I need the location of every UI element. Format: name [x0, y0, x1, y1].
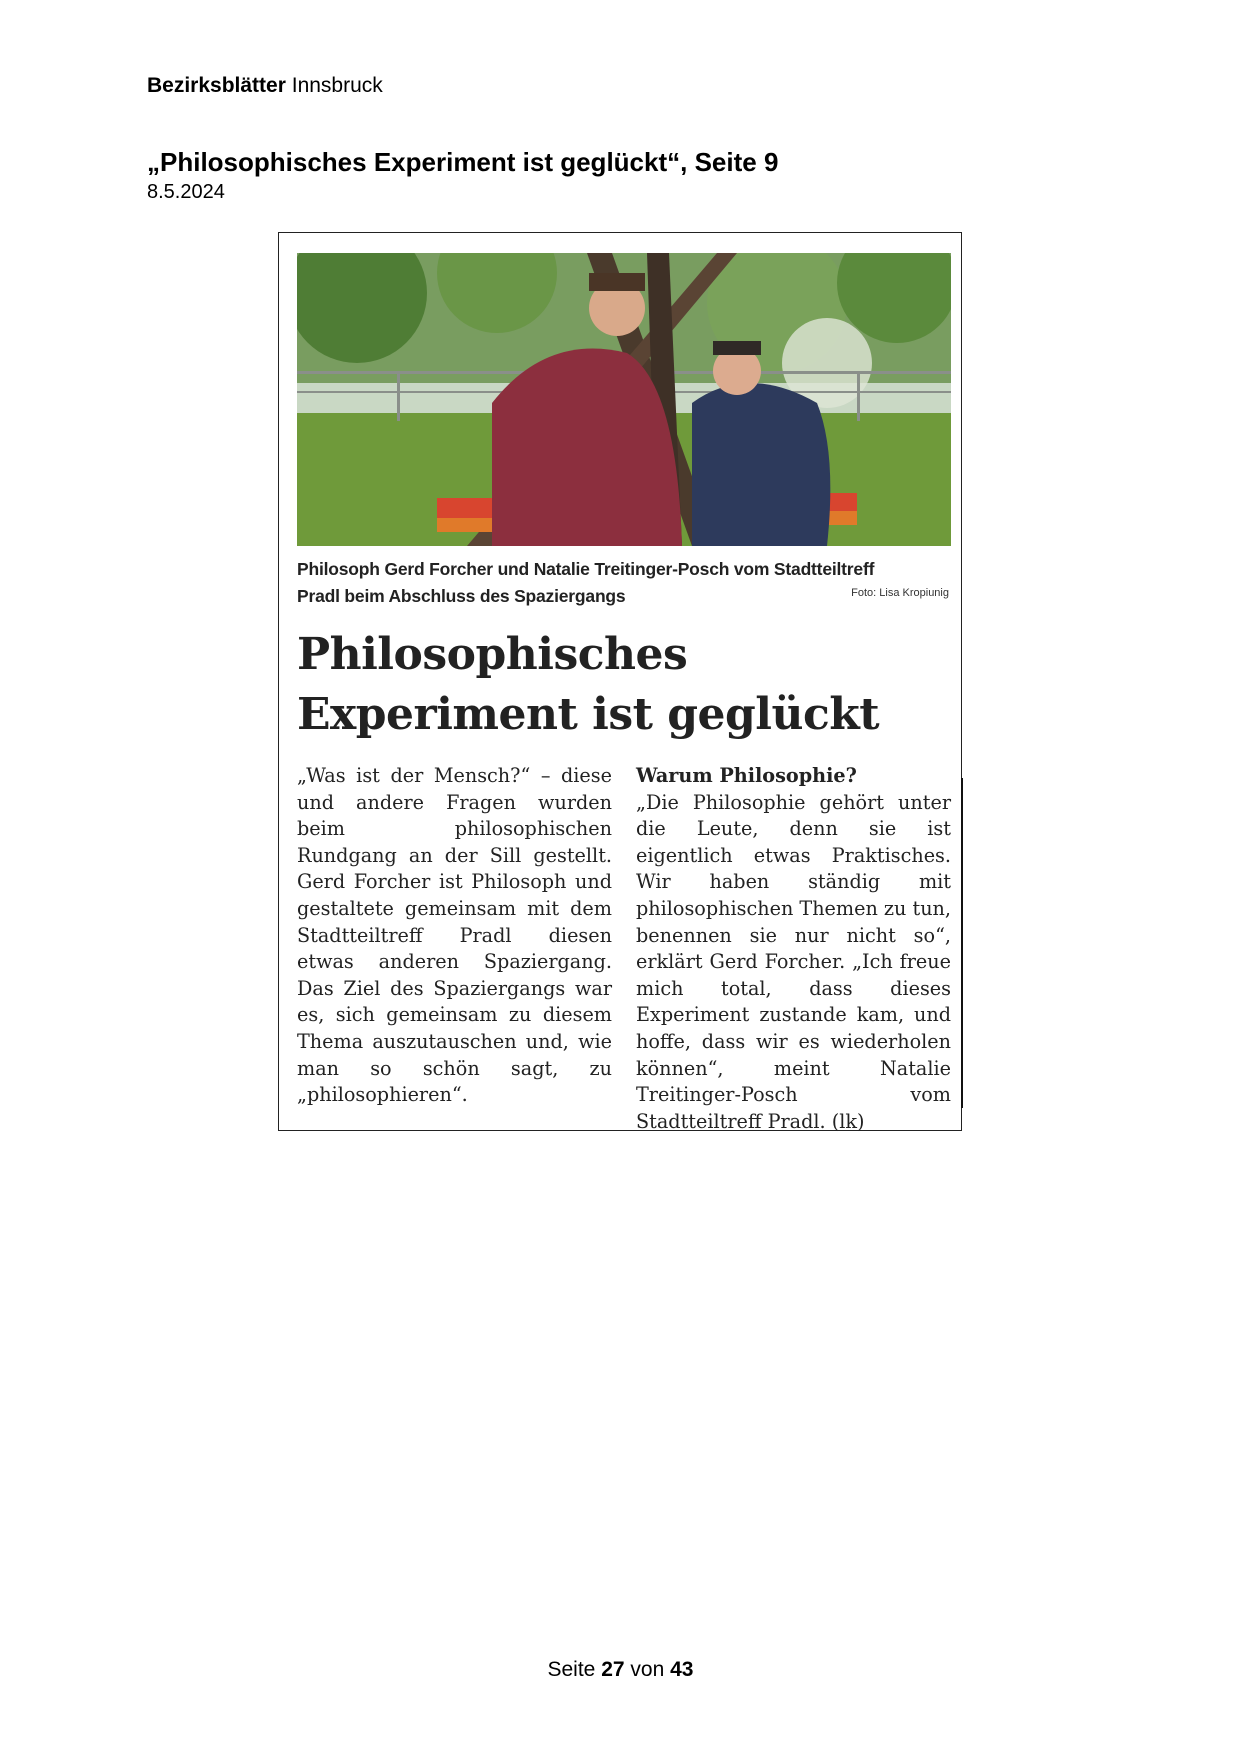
footer-middle: von — [630, 1658, 665, 1681]
headline-line-2: Experiment ist geglückt — [297, 689, 880, 740]
article-column-left — [297, 763, 612, 1109]
article-headline — [297, 625, 951, 745]
article-column-right — [636, 763, 951, 1135]
publication-bold: Bezirksblätter — [147, 74, 286, 97]
photo-illustration — [297, 253, 951, 546]
photo-caption — [297, 556, 951, 610]
headline-line-1: Philosophisches — [297, 629, 688, 680]
document-title: „Philosophisches Experiment ist geglückt“, Seite 9 — [147, 147, 779, 177]
newspaper-clipping — [278, 232, 962, 1131]
document-date: 8.5.2024 — [147, 181, 225, 203]
total-page-count: 43 — [670, 1658, 694, 1681]
caption-line-1: Philosoph Gerd Forcher und Natalie Treitinger-Posch vom Stadtteiltreff — [297, 559, 875, 579]
page-footer — [0, 1658, 1241, 1682]
right-paragraph: „Die Philosophie gehört unter die Leute, denn sie ist eigentlich etwas Praktisches. Wir haben ständig mit philosophischen Themen zu tun, benennen sie nur nicht so“, erklärt Gerd Forcher. „Ich freue mich total, dass dieses Experiment zustande kam, und hoffe, dass wir es wiederholen können“, meint Natalie Treitinger-Posch vom Stadtteiltreff Pradl. (lk) — [636, 790, 952, 1133]
current-page-number: 27 — [601, 1658, 625, 1681]
subheading: Warum Philosophie? — [636, 764, 857, 787]
left-paragraph: „Was ist der Mensch?“ – diese und andere Fragen wurden beim philosophischen Rundgang an der Sill gestellt. Gerd Forcher ist Philosoph und gestaltete gemeinsam mit dem Stadtteiltreff Pradl diesen etwas anderen Spaziergang. Das Ziel des Spaziergangs war es, sich gemeinsam zu diesem Thema auszutauschen und, wie man so schön sagt, zu „philosophieren“. — [297, 764, 612, 1107]
publication-name — [147, 74, 383, 98]
caption-line-2: Pradl beim Abschluss des Spaziergangs — [297, 586, 626, 606]
photo-credit: Foto: Lisa Kropiunig — [851, 587, 949, 599]
column-rule — [961, 778, 963, 1108]
article-photo — [297, 253, 951, 546]
footer-prefix: Seite — [547, 1658, 596, 1681]
publication-city: Innsbruck — [291, 74, 383, 97]
